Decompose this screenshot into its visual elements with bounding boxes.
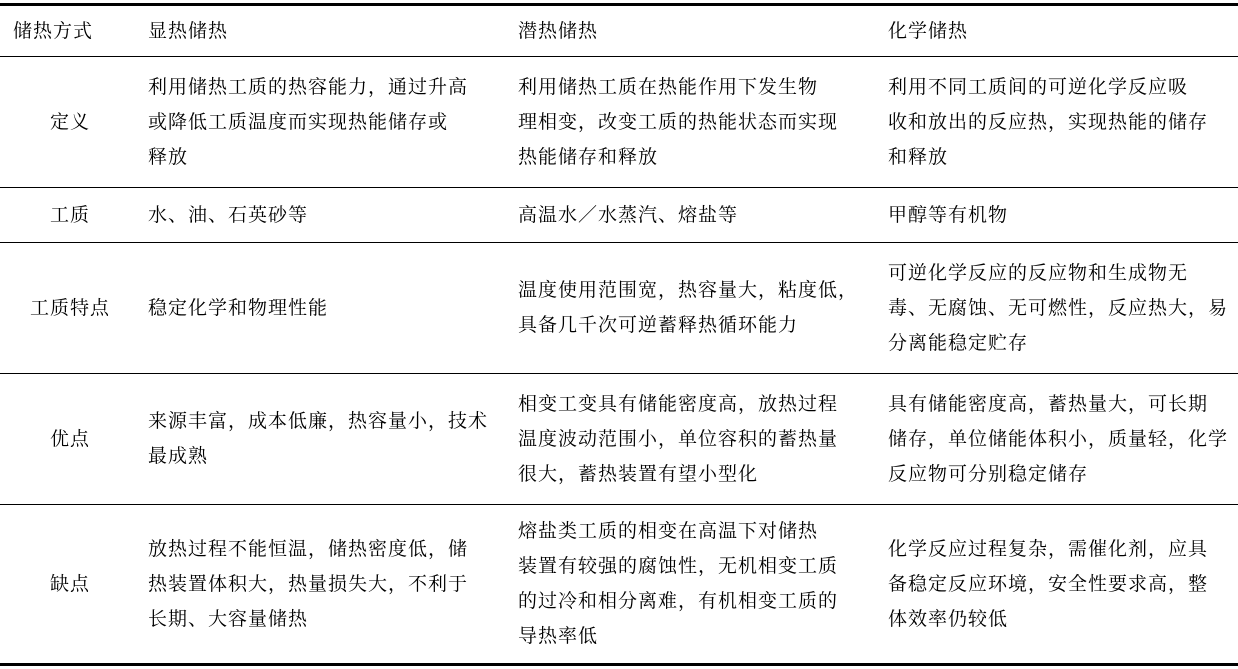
row-label: 优点 xyxy=(49,427,90,450)
sensible-cell: 来源丰富，成本低廉，热容量小，技术 最成熟 xyxy=(148,410,489,467)
latent-cell: 利用储热工质在热能作用下发生物 理相变，改变工质的热能状态而实现 热能储存和释放 xyxy=(518,75,839,168)
table-row-advantages xyxy=(0,374,1238,504)
sensible-cell: 放热过程不能恒温，储热密度低，储 热装置体积大，热量损失大，不利于 长期、大容量储热 xyxy=(148,537,469,630)
chemical-cell: 甲醇等有机物 xyxy=(888,203,1009,226)
chemical-cell: 可逆化学反应的反应物和生成物无 毒、无腐蚀、无可燃性，反应热大，易 分离能稳定贮存 xyxy=(888,261,1229,354)
latent-cell: 熔盐类工质的相变在高温下对储热 装置有较强的腐蚀性，无机相变工质 的过冷和相分离难，有机相变工质的 导热率低 xyxy=(518,520,839,647)
row-label: 缺点 xyxy=(49,572,90,595)
table-row-disadvantages xyxy=(0,505,1238,663)
table-row-definition xyxy=(0,57,1238,187)
header-row xyxy=(0,6,1238,56)
table-row-medium-features xyxy=(0,243,1238,373)
chemical-cell: 具有储能密度高，蓄热量大，可长期 储存，单位储能体积小，质量轻，化学 反应物可分别稳定储存 xyxy=(888,392,1229,485)
sensible-cell: 水、油、石英砂等 xyxy=(148,203,309,226)
table-row-working-medium xyxy=(0,188,1238,242)
header-sensible-heat: 显热储热 xyxy=(148,19,229,42)
header-latent-heat: 潜热储热 xyxy=(518,19,599,42)
sensible-cell: 稳定化学和物理性能 xyxy=(148,296,329,319)
bottom-rule xyxy=(0,663,1238,666)
header-storage-method: 储热方式 xyxy=(13,19,94,42)
latent-cell: 高温水／水蒸汽、熔盐等 xyxy=(518,203,739,226)
row-label: 工质 xyxy=(49,203,90,226)
chemical-cell: 利用不同工质间的可逆化学反应吸 收和放出的反应热，实现热能的储存 和释放 xyxy=(888,75,1209,168)
row-label: 定义 xyxy=(49,110,90,133)
latent-cell: 温度使用范围宽，热容量大，粘度低， 具备几千次可逆蓄释热循环能力 xyxy=(518,279,859,336)
latent-cell: 相变工变具有储能密度高，放热过程 温度波动范围小，单位容积的蓄热量 很大，蓄热装置有望小型化 xyxy=(518,392,839,485)
sensible-cell: 利用储热工质的热容能力，通过升高 或降低工质温度而实现热能储存或 释放 xyxy=(148,75,469,168)
chemical-cell: 化学反应过程复杂，需催化剂，应具 备稳定反应环境，安全性要求高，整 体效率仍较低 xyxy=(888,537,1209,630)
header-chemical-heat: 化学储热 xyxy=(888,19,969,42)
row-label: 工质特点 xyxy=(29,296,110,319)
